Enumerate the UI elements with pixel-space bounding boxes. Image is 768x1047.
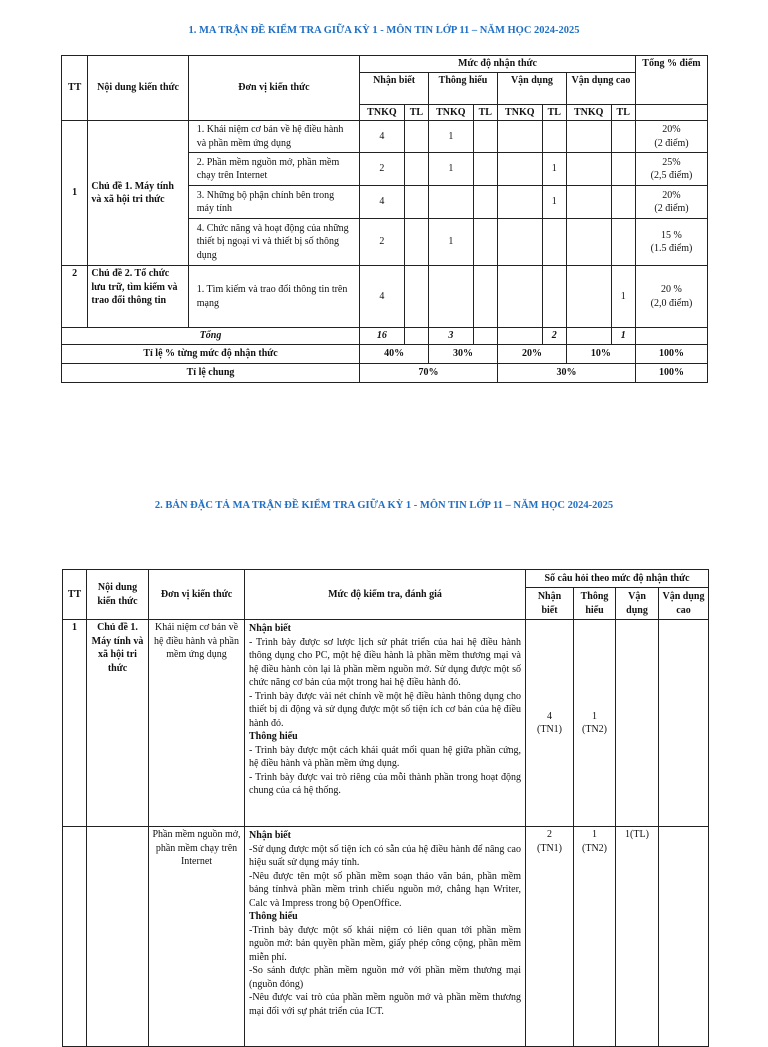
header-van-dung-cao: Vận dụng cao bbox=[566, 72, 635, 104]
total-cell bbox=[635, 186, 707, 219]
total-cell bbox=[635, 266, 707, 328]
header-tnkq: TNKQ bbox=[566, 104, 611, 121]
vdc-tl-cell bbox=[611, 153, 635, 186]
nb-tnkq-cell: 4 bbox=[360, 121, 405, 153]
pts: (2,5 điểm) bbox=[650, 170, 693, 181]
criterion-line: - Trình bày được một cách khái quát mối quan hệ giữa phần cứng, hệ điều hành và phần mềm ứng dụng. bbox=[249, 744, 521, 769]
vdc-tnkq-cell bbox=[566, 266, 611, 328]
nb-tnkq-cell: 2 bbox=[360, 153, 405, 186]
total-vdc-tl: 1 bbox=[611, 328, 635, 345]
criterion-line: - Trình bày được vài nét chính về một hệ điều hành thông dụng cho thiết bị di động và sử dụng được một số tiện ích cơ bản của hệ điều hành đó. bbox=[249, 690, 521, 729]
unit-cell: 2. Phần mềm nguồn mở, phần mềm chạy trên Internet bbox=[188, 153, 359, 186]
ratio-vdc: 10% bbox=[566, 344, 635, 363]
header-tnkq: TNKQ bbox=[497, 104, 542, 121]
criterion-line: -Sử dụng được một số tiện ích có sẵn của hệ điều hành để nâng cao hiệu suất sử dụng máy tính. bbox=[249, 843, 521, 868]
vd-tnkq-cell bbox=[497, 121, 542, 153]
pts: (1.5 điểm) bbox=[650, 243, 693, 254]
total-th-tnkq: 3 bbox=[429, 328, 474, 345]
vd-tnkq-cell bbox=[497, 219, 542, 266]
header-empty bbox=[635, 104, 707, 121]
ratio-row bbox=[62, 344, 708, 363]
header-tt: TT bbox=[63, 570, 87, 620]
specification-table bbox=[62, 569, 709, 1047]
vd-tl-cell: 1 bbox=[542, 186, 566, 219]
total-cell bbox=[635, 219, 707, 266]
pct: 20% bbox=[662, 189, 681, 201]
total-row bbox=[62, 328, 708, 345]
header-noi-dung: Nội dung kiến thức bbox=[88, 56, 188, 121]
total-cell bbox=[635, 121, 707, 153]
nb-tnkq-cell: 4 bbox=[360, 266, 405, 328]
vdc-tnkq-cell bbox=[566, 153, 611, 186]
row-topic: Chủ đề 1. Máy tính và xã hội tri thức bbox=[87, 620, 149, 827]
general-ratio-total: 100% bbox=[635, 363, 707, 382]
level-heading: Thông hiểu bbox=[249, 731, 298, 742]
vd-tl-cell bbox=[542, 219, 566, 266]
vd-tnkq-cell bbox=[497, 266, 542, 328]
nb-tnkq-cell: 2 bbox=[360, 219, 405, 266]
vd-tl-cell: 1 bbox=[542, 153, 566, 186]
row-tt bbox=[63, 827, 87, 1047]
vdc-tl-cell bbox=[611, 121, 635, 153]
header-nhan-biet: Nhận biết bbox=[526, 588, 574, 620]
vd-tl-cell bbox=[542, 266, 566, 328]
row-vd bbox=[616, 620, 659, 827]
row-vdc bbox=[659, 827, 709, 1047]
row-vdc bbox=[659, 620, 709, 827]
row-description bbox=[245, 827, 526, 1047]
criterion-line: -So sánh được phần mềm nguồn mở với phần mềm thương mại (nguồn đóng) bbox=[249, 965, 521, 990]
th-tl-cell bbox=[473, 219, 497, 266]
total-label: Tổng bbox=[62, 328, 360, 345]
header-van-dung: Vận dụng bbox=[616, 588, 659, 620]
row-tt: 1 bbox=[63, 620, 87, 827]
empty-cell bbox=[566, 328, 611, 345]
total-vd-tl: 2 bbox=[542, 328, 566, 345]
th-tl-cell bbox=[473, 121, 497, 153]
header-thong-hieu: Thông hiểu bbox=[429, 72, 498, 104]
pts: (2,0 điểm) bbox=[650, 297, 693, 309]
pct: 15 % bbox=[661, 229, 682, 241]
row-unit: Phần mềm nguồn mở, phần mềm chạy trên Internet bbox=[149, 827, 245, 1047]
ratio-label: Tỉ lệ % từng mức độ nhận thức bbox=[62, 344, 360, 363]
header-muc-do: Mức độ kiểm tra, đánh giá bbox=[245, 570, 526, 620]
vd-tnkq-cell bbox=[497, 153, 542, 186]
unit-cell: 4. Chức năng và hoạt động của những thiết bị ngoại vi và thiết bị số thông dụng bbox=[188, 219, 359, 266]
header-tl: TL bbox=[611, 104, 635, 121]
row-description bbox=[245, 620, 526, 827]
pts: (2 điểm) bbox=[654, 203, 689, 214]
header-nhan-biet: Nhận biết bbox=[360, 72, 429, 104]
vdc-tl-cell bbox=[611, 186, 635, 219]
unit-cell: 3. Những bộ phận chính bên trong máy tính bbox=[188, 186, 359, 219]
th-tnkq-cell: 1 bbox=[429, 219, 474, 266]
knowledge-matrix-table bbox=[61, 55, 708, 383]
table-row bbox=[63, 620, 709, 827]
header-tong: Tổng % điểm bbox=[635, 56, 707, 105]
total-nb-tnkq: 16 bbox=[360, 328, 405, 345]
row-nb: 4 (TN1) bbox=[526, 620, 574, 827]
empty-cell bbox=[635, 328, 707, 345]
ratio-th: 30% bbox=[429, 344, 498, 363]
vdc-tl-cell: 1 bbox=[611, 266, 635, 328]
level-heading: Nhận biết bbox=[249, 623, 291, 634]
row-unit: Khái niệm cơ bản về hệ điều hành và phần mềm ứng dụng bbox=[149, 620, 245, 827]
general-ratio-row bbox=[62, 363, 708, 382]
row-th: 1 (TN2) bbox=[574, 620, 616, 827]
header-tnkq: TNKQ bbox=[429, 104, 474, 121]
th-tnkq-cell: 1 bbox=[429, 121, 474, 153]
level-heading: Thông hiểu bbox=[249, 911, 298, 922]
th-tnkq-cell bbox=[429, 266, 474, 328]
row-topic bbox=[87, 827, 149, 1047]
ratio-vd: 20% bbox=[497, 344, 566, 363]
header-tl: TL bbox=[404, 104, 428, 121]
th-tnkq-cell: 1 bbox=[429, 153, 474, 186]
criterion-line: -Trình bày được một số khái niệm có liên quan tới phần mềm nguồn mở: bản quyền phần mềm, giấy phép công cộng, phần mềm miễn phí. bbox=[249, 924, 521, 963]
unit-cell: 1. Tìm kiếm và trao đổi thông tin trên mạng bbox=[188, 266, 359, 328]
general-ratio-a: 70% bbox=[360, 363, 498, 382]
pct: 20% bbox=[662, 124, 681, 135]
topic-name: Chủ đề 2. Tổ chức lưu trữ, tìm kiếm và trao đổi thông tin bbox=[88, 266, 188, 328]
header-thong-hieu: Thông hiểu bbox=[574, 588, 616, 620]
header-don-vi: Đơn vị kiến thức bbox=[149, 570, 245, 620]
general-ratio-b: 30% bbox=[497, 363, 635, 382]
header-tl: TL bbox=[542, 104, 566, 121]
pts: (2 điểm) bbox=[654, 137, 689, 149]
general-ratio-label: Tỉ lệ chung bbox=[62, 363, 360, 382]
header-van-dung: Vận dụng bbox=[497, 72, 566, 104]
topic-tt: 2 bbox=[62, 266, 88, 328]
th-tl-cell bbox=[473, 186, 497, 219]
vd-tnkq-cell bbox=[497, 186, 542, 219]
header-don-vi: Đơn vị kiến thức bbox=[188, 56, 359, 121]
table-row bbox=[62, 266, 708, 328]
nb-tl-cell bbox=[404, 266, 428, 328]
header-tt: TT bbox=[62, 56, 88, 121]
vdc-tnkq-cell bbox=[566, 186, 611, 219]
nb-tl-cell bbox=[404, 121, 428, 153]
pct: 20 % bbox=[661, 284, 682, 295]
level-heading: Nhận biết bbox=[249, 830, 291, 841]
th-tnkq-cell bbox=[429, 186, 474, 219]
header-tnkq: TNKQ bbox=[360, 104, 405, 121]
pct: 25% bbox=[662, 156, 681, 168]
section2-title: 2. BẢN ĐẶC TẢ MA TRẬN ĐỀ KIỂM TRA GIỮA KỲ 1 - MÔN TIN LỚP 11 – NĂM HỌC 2024-2025 bbox=[154, 500, 614, 511]
empty-cell bbox=[497, 328, 542, 345]
header-so-cau: Số câu hỏi theo mức độ nhận thức bbox=[526, 570, 709, 588]
criterion-line: -Nêu được tên một số phần mềm soạn thảo văn bản, phần mềm bảng tínhvà phần mềm trình chiếu nguồn mở, chẳng hạn Writer, Calc và Impress trong bộ OpenOffice. bbox=[249, 870, 521, 909]
topic-tt: 1 bbox=[62, 121, 88, 266]
vd-tl-cell bbox=[542, 121, 566, 153]
table-row bbox=[63, 827, 709, 1047]
nb-tnkq-cell: 4 bbox=[360, 186, 405, 219]
vdc-tnkq-cell bbox=[566, 121, 611, 153]
topic-name: Chủ đề 1. Máy tính và xã hội tri thức bbox=[88, 121, 188, 266]
unit-cell: 1. Khái niệm cơ bản về hệ điều hành và phần mềm ứng dụng bbox=[188, 121, 359, 153]
header-tl: TL bbox=[473, 104, 497, 121]
row-th: 1 (TN2) bbox=[574, 827, 616, 1047]
row-vd: 1(TL) bbox=[616, 827, 659, 1047]
nb-tl-cell bbox=[404, 219, 428, 266]
table-row bbox=[62, 121, 708, 153]
nb-tl-cell bbox=[404, 186, 428, 219]
criterion-line: - Trình bày được vai trò riêng của mỗi thành phần trong hoạt động chung của cả hệ thống. bbox=[249, 771, 521, 796]
criterion-line: -Nêu được vai trò của phần mềm nguồn mở và phần mềm thương mại đối với sự phát triển của ICT. bbox=[249, 992, 521, 1017]
total-cell bbox=[635, 153, 707, 186]
th-tl-cell bbox=[473, 266, 497, 328]
th-tl-cell bbox=[473, 153, 497, 186]
header-muc-do: Mức độ nhận thức bbox=[360, 56, 636, 73]
nb-tl-cell bbox=[404, 153, 428, 186]
header-van-dung-cao: Vận dụng cao bbox=[659, 588, 709, 620]
vdc-tnkq-cell bbox=[566, 219, 611, 266]
ratio-nb: 40% bbox=[360, 344, 429, 363]
section1-title: 1. MA TRẬN ĐỀ KIỂM TRA GIỮA KỲ 1 - MÔN TIN LỚP 11 – NĂM HỌC 2024-2025 bbox=[188, 25, 580, 36]
row-nb: 2 (TN1) bbox=[526, 827, 574, 1047]
empty-cell bbox=[404, 328, 428, 345]
header-noi-dung: Nội dung kiến thức bbox=[87, 570, 149, 620]
ratio-total: 100% bbox=[635, 344, 707, 363]
empty-cell bbox=[473, 328, 497, 345]
vdc-tl-cell bbox=[611, 219, 635, 266]
criterion-line: - Trình bày được sơ lược lịch sử phát triển của hai hệ điều hành thông dụng cho PC, một hệ điều hành là phần mềm thương mại và hệ điều hành còn lại là phần mềm nguồn mở. Sử dụng được một số chức năng cơ bản của một trong hai hệ điều hành đó. bbox=[249, 636, 521, 688]
